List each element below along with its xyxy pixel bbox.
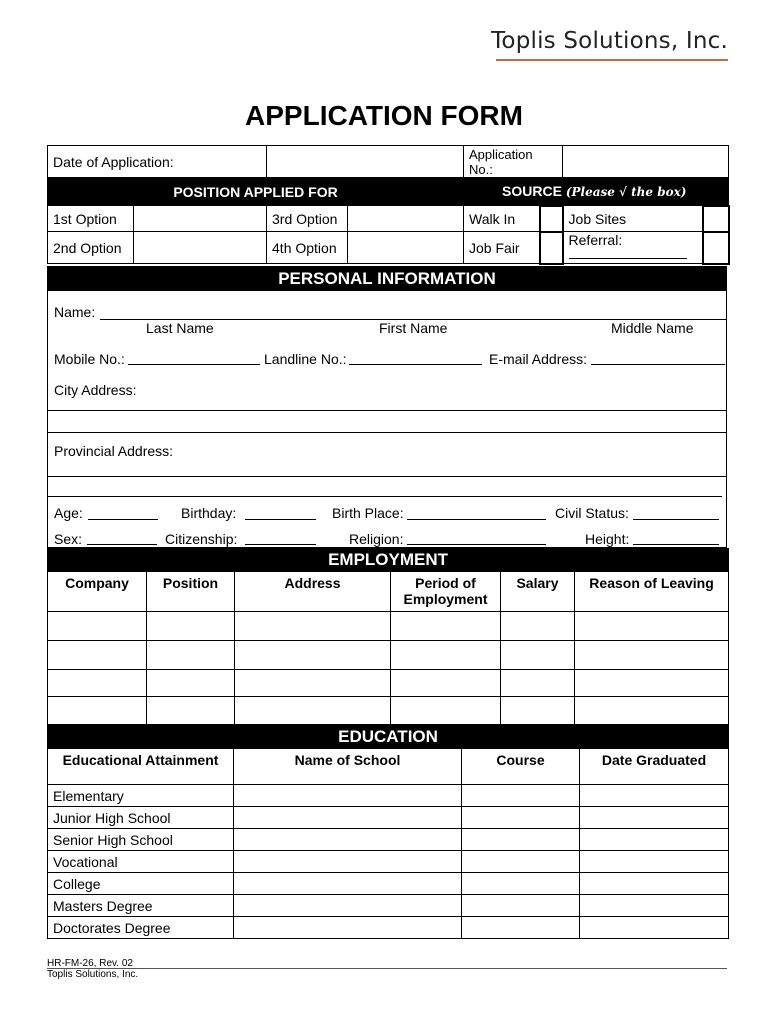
employment-col-reason: Reason of Leaving [575, 572, 729, 612]
option-label-4: 4th Option [267, 232, 348, 264]
education-cell[interactable] [580, 873, 729, 895]
option-label-1: 1st Option [48, 206, 134, 232]
employment-cell[interactable] [147, 641, 235, 670]
education-col-course: Course [462, 749, 580, 785]
height-line[interactable] [633, 544, 719, 545]
education-cell[interactable] [234, 829, 462, 851]
religion-label: Religion: [349, 531, 404, 547]
employment-cell[interactable] [235, 641, 391, 670]
last-name-caption: Last Name [146, 320, 214, 336]
birth-place-label: Birth Place: [332, 505, 404, 521]
education-level: College [48, 873, 234, 895]
education-cell[interactable] [462, 785, 580, 807]
employment-row [48, 670, 729, 697]
city-address-line-1[interactable] [48, 410, 726, 411]
employment-cell[interactable] [501, 612, 575, 641]
education-cell[interactable] [580, 895, 729, 917]
application-no-label-line2: No.: [469, 161, 493, 177]
source-referral-checkbox[interactable] [703, 232, 729, 264]
company-logo-text: Toplis Solutions, Inc. [491, 28, 728, 54]
education-level: Vocational [48, 851, 234, 873]
middle-name-caption: Middle Name [611, 320, 694, 336]
provincial-address-label: Provincial Address: [54, 443, 174, 459]
first-name-caption: First Name [379, 320, 448, 336]
employment-cell[interactable] [235, 670, 391, 697]
education-cell[interactable] [234, 807, 462, 829]
employment-cell[interactable] [147, 670, 235, 697]
mobile-label: Mobile No.: [54, 351, 125, 367]
education-cell[interactable] [462, 851, 580, 873]
employment-cell[interactable] [147, 697, 235, 725]
employment-cell[interactable] [391, 670, 501, 697]
footer-company: Toplis Solutions, Inc. [47, 969, 139, 980]
education-cell[interactable] [462, 917, 580, 939]
employment-cell[interactable] [48, 641, 147, 670]
application-no-label-line1: Application [469, 146, 533, 162]
education-cell[interactable] [580, 851, 729, 873]
education-cell[interactable] [580, 917, 729, 939]
education-row [48, 785, 729, 807]
education-table [47, 724, 729, 939]
source-job-sites-label: Job Sites [563, 206, 703, 232]
age-line[interactable] [88, 519, 158, 520]
birthday-label: Birthday: [181, 505, 237, 521]
employment-cell[interactable] [48, 670, 147, 697]
application-no-label [464, 146, 563, 178]
employment-cell[interactable] [575, 697, 729, 725]
sex-line[interactable] [87, 544, 157, 545]
education-row [48, 851, 729, 873]
education-cell[interactable] [580, 807, 729, 829]
form-code: HR-FM-26, Rev. 02 [47, 958, 133, 969]
employment-row [48, 697, 729, 725]
civil-status-line[interactable] [633, 519, 719, 520]
education-col-attainment: Educational Attainment [48, 749, 234, 785]
education-cell[interactable] [234, 873, 462, 895]
source-header-label: SOURCE [502, 183, 562, 200]
employment-col-salary: Salary [501, 572, 575, 612]
logo-underline [496, 59, 728, 61]
email-line[interactable] [591, 364, 725, 365]
education-header: EDUCATION [48, 725, 729, 749]
education-row [48, 873, 729, 895]
religion-line[interactable] [407, 544, 546, 545]
footer-rule [47, 968, 727, 969]
age-label: Age: [54, 505, 83, 521]
education-cell[interactable] [580, 785, 729, 807]
source-header [464, 178, 729, 206]
provincial-address-line-1[interactable] [48, 476, 726, 477]
education-row [48, 807, 729, 829]
education-level: Senior High School [48, 829, 234, 851]
education-level: Masters Degree [48, 895, 234, 917]
city-address-line-2[interactable] [48, 432, 726, 433]
employment-cell[interactable] [391, 641, 501, 670]
education-cell[interactable] [234, 917, 462, 939]
employment-cell[interactable] [575, 641, 729, 670]
option-label-2: 2nd Option [48, 232, 134, 264]
source-referral-label: Referral: [568, 232, 623, 248]
application-info-table [47, 145, 730, 265]
city-address-label: City Address: [54, 382, 137, 398]
employment-table [47, 548, 729, 725]
employment-row [48, 612, 729, 641]
employment-cell[interactable] [235, 612, 391, 641]
employment-header: EMPLOYMENT [48, 549, 729, 572]
education-cell[interactable] [462, 895, 580, 917]
position-applied-header: POSITION APPLIED FOR [48, 178, 464, 206]
education-col-date: Date Graduated [580, 749, 729, 785]
name-label: Name: [54, 304, 96, 320]
education-cell[interactable] [234, 895, 462, 917]
employment-col-position: Position [147, 572, 235, 612]
source-header-note: (Please √ the box) [565, 185, 687, 200]
employment-row [48, 641, 729, 670]
employment-cell[interactable] [501, 670, 575, 697]
education-cell[interactable] [234, 851, 462, 873]
employment-cell[interactable] [575, 670, 729, 697]
education-cell[interactable] [580, 829, 729, 851]
citizenship-line[interactable] [245, 544, 316, 545]
employment-col-company: Company [48, 572, 147, 612]
landline-line[interactable] [349, 364, 482, 365]
employment-cell[interactable] [48, 612, 147, 641]
source-job-fair-checkbox[interactable] [540, 232, 563, 264]
height-label: Height: [585, 531, 630, 547]
email-label: E-mail Address: [489, 351, 588, 367]
employment-col-address: Address [235, 572, 391, 612]
civil-status-label: Civil Status: [555, 505, 629, 521]
date-of-application-field[interactable] [267, 146, 464, 178]
landline-label: Landline No.: [264, 351, 347, 367]
birthday-line[interactable] [245, 519, 316, 520]
education-level: Doctorates Degree [48, 917, 234, 939]
employment-col-period: Period of Employment [391, 572, 501, 612]
employment-cell[interactable] [391, 612, 501, 641]
education-level: Junior High School [48, 807, 234, 829]
sex-label: Sex: [54, 531, 83, 547]
option-field-3[interactable] [348, 206, 464, 232]
option-label-3: 3rd Option [267, 206, 348, 232]
application-no-field[interactable] [563, 146, 729, 178]
education-row [48, 895, 729, 917]
education-cell[interactable] [234, 785, 462, 807]
education-level: Elementary [48, 785, 234, 807]
employment-cell[interactable] [575, 612, 729, 641]
employment-cell[interactable] [501, 697, 575, 725]
education-cell[interactable] [462, 873, 580, 895]
education-row [48, 917, 729, 939]
option-field-2[interactable] [134, 232, 267, 264]
source-walk-in-label: Walk In [464, 206, 540, 232]
employment-cell[interactable] [501, 641, 575, 670]
education-row [48, 829, 729, 851]
personal-information-header: PERSONAL INFORMATION [47, 267, 727, 291]
birth-place-line[interactable] [407, 519, 546, 520]
citizenship-label: Citizenship: [165, 531, 238, 547]
date-of-application-label: Date of Application: [48, 146, 267, 178]
referral-write-line[interactable] [569, 258, 687, 259]
mobile-line[interactable] [128, 364, 260, 365]
employment-cell[interactable] [147, 612, 235, 641]
source-walk-in-checkbox[interactable] [540, 206, 563, 232]
education-col-school: Name of School [234, 749, 462, 785]
source-job-fair-label: Job Fair [464, 232, 540, 264]
provincial-address-line-2[interactable] [48, 496, 722, 497]
employment-cell[interactable] [48, 697, 147, 725]
education-cell[interactable] [462, 829, 580, 851]
page-title: APPLICATION FORM [245, 100, 523, 131]
employment-cell[interactable] [391, 697, 501, 725]
option-field-1[interactable] [134, 206, 267, 232]
source-job-sites-checkbox[interactable] [703, 206, 729, 232]
source-referral-cell[interactable] [563, 232, 703, 264]
option-field-4[interactable] [348, 232, 464, 264]
education-cell[interactable] [462, 807, 580, 829]
employment-cell[interactable] [235, 697, 391, 725]
